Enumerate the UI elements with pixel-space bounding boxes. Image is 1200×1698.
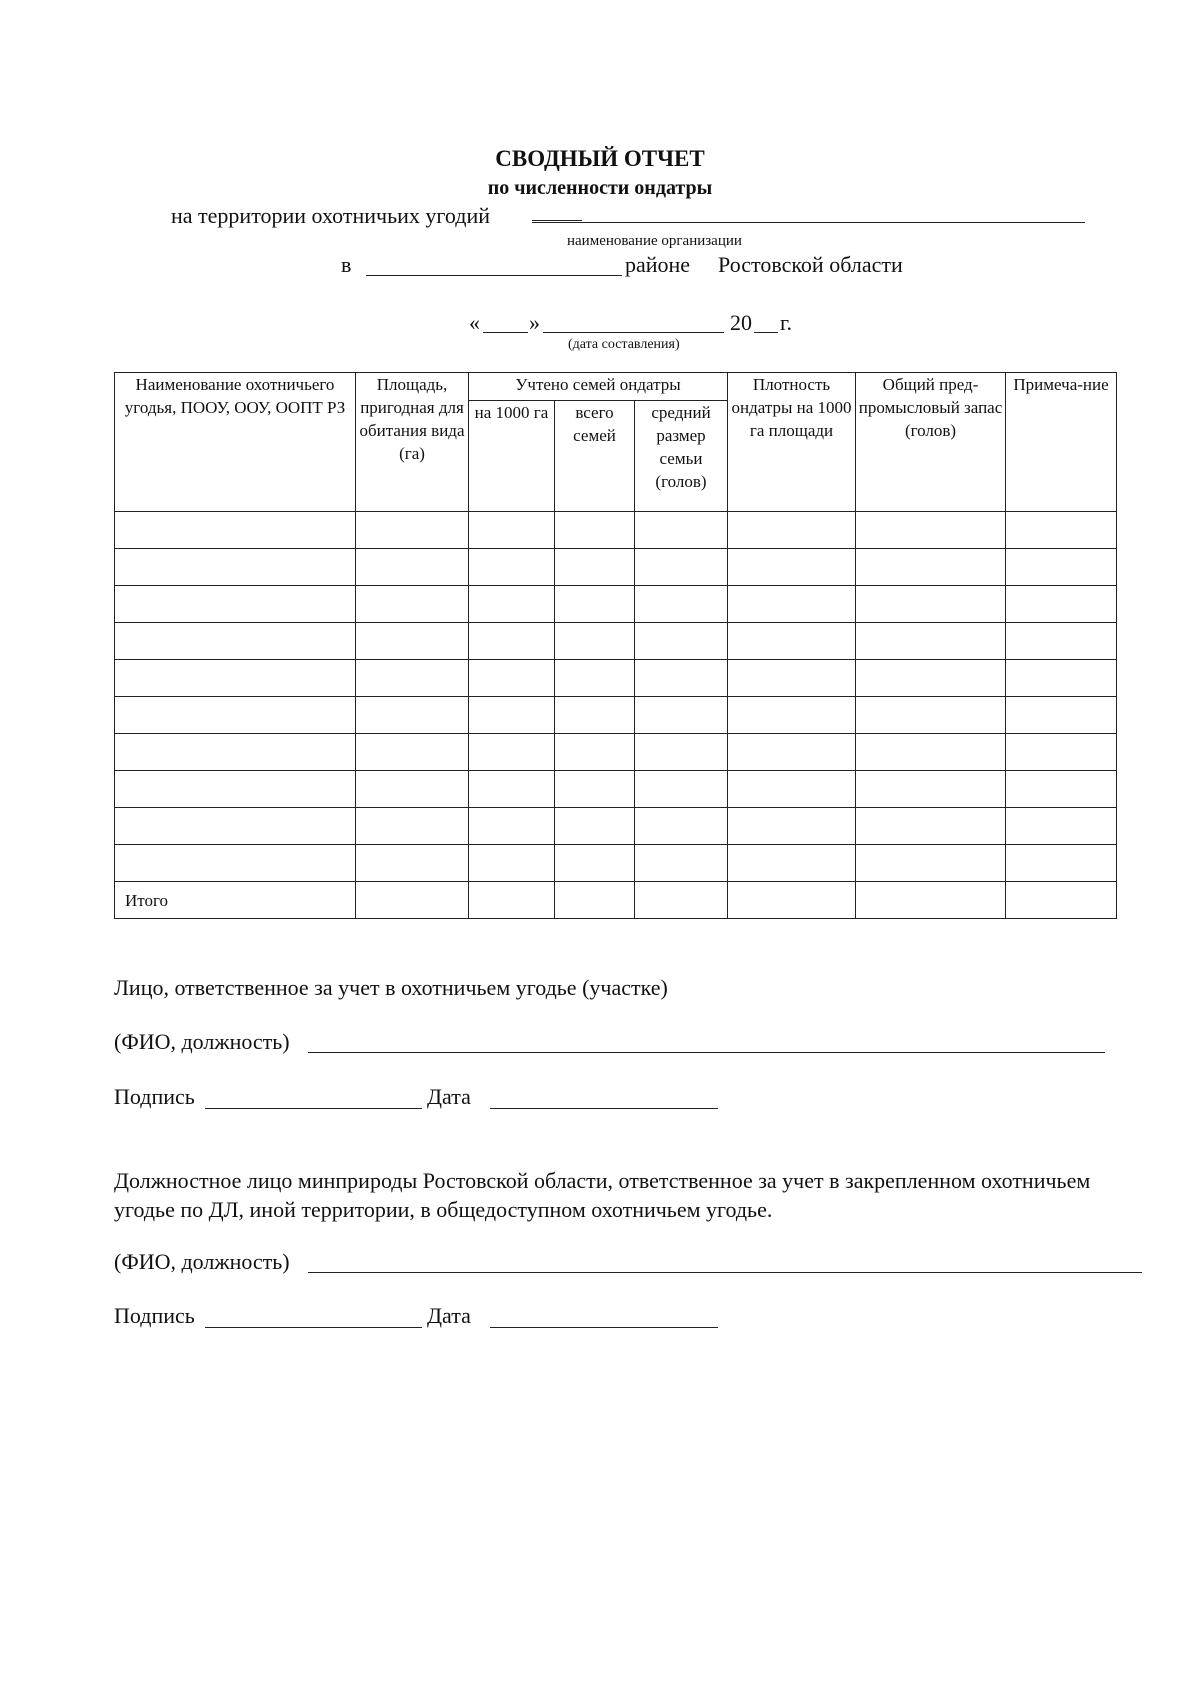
table-cell[interactable] xyxy=(555,549,635,586)
table-cell[interactable] xyxy=(728,660,856,697)
header-area: Площадь, пригодная для обитания вида (га) xyxy=(356,373,469,512)
table-cell[interactable] xyxy=(356,808,469,845)
date-hint: (дата составления) xyxy=(568,337,680,352)
header-per-1000: на 1000 га xyxy=(469,401,555,512)
table-cell[interactable] xyxy=(728,512,856,549)
table-row xyxy=(115,845,1117,882)
report-table xyxy=(114,372,1117,919)
table-cell[interactable] xyxy=(1006,697,1117,734)
total-cell[interactable] xyxy=(1006,882,1117,919)
table-cell[interactable] xyxy=(115,586,356,623)
organization-name-field-thick xyxy=(532,220,582,221)
table-cell[interactable] xyxy=(1006,845,1117,882)
district-prefix: в xyxy=(341,252,352,277)
official-fio-field[interactable] xyxy=(308,1272,1142,1273)
table-cell[interactable] xyxy=(1006,808,1117,845)
table-cell[interactable] xyxy=(555,808,635,845)
table-cell[interactable] xyxy=(856,549,1006,586)
table-cell[interactable] xyxy=(555,623,635,660)
table-cell[interactable] xyxy=(555,660,635,697)
table-cell[interactable] xyxy=(115,697,356,734)
table-cell[interactable] xyxy=(115,549,356,586)
table-cell[interactable] xyxy=(728,845,856,882)
table-cell[interactable] xyxy=(1006,586,1117,623)
responsible-date-field[interactable] xyxy=(490,1108,718,1109)
table-cell[interactable] xyxy=(356,771,469,808)
date-close-quote: » xyxy=(529,310,540,335)
header-families-group: Учтено семей ондатры xyxy=(469,373,728,401)
date-year-field[interactable] xyxy=(754,332,778,333)
table-cell[interactable] xyxy=(728,734,856,771)
table-cell[interactable] xyxy=(728,697,856,734)
responsible-fio-field[interactable] xyxy=(308,1052,1105,1053)
table-cell[interactable] xyxy=(856,697,1006,734)
table-row xyxy=(115,771,1117,808)
table-cell[interactable] xyxy=(856,845,1006,882)
report-title: СВОДНЫЙ ОТЧЕТ xyxy=(495,146,705,171)
date-month-field[interactable] xyxy=(543,332,724,333)
header-note: Примеча-ние xyxy=(1006,373,1117,512)
table-cell[interactable] xyxy=(635,660,728,697)
official-date-field[interactable] xyxy=(490,1327,718,1328)
organization-name-field[interactable] xyxy=(532,222,1085,223)
table-cell[interactable] xyxy=(555,697,635,734)
table-cell[interactable] xyxy=(356,845,469,882)
table-cell[interactable] xyxy=(356,697,469,734)
official-fio-label: (ФИО, должность) xyxy=(114,1249,290,1274)
table-cell[interactable] xyxy=(115,845,356,882)
table-cell[interactable] xyxy=(469,697,555,734)
table-cell[interactable] xyxy=(356,549,469,586)
table-row xyxy=(115,623,1117,660)
table-cell[interactable] xyxy=(115,734,356,771)
table-cell[interactable] xyxy=(469,549,555,586)
table-cell[interactable] xyxy=(635,623,728,660)
region-name: Ростовской области xyxy=(718,252,903,277)
table-cell[interactable] xyxy=(1006,734,1117,771)
table-cell[interactable] xyxy=(356,734,469,771)
header-stock: Общий пред-промысловый запас (голов) xyxy=(856,373,1006,512)
table-row xyxy=(115,808,1117,845)
table-cell[interactable] xyxy=(115,660,356,697)
table-cell[interactable] xyxy=(1006,771,1117,808)
table-cell[interactable] xyxy=(115,623,356,660)
table-cell[interactable] xyxy=(115,808,356,845)
table-cell[interactable] xyxy=(555,512,635,549)
official-description: Должностное лицо минприроды Ростовской области, ответственное за учет в закрепленном охотничьем угодье по ДЛ, иной территории, в общедоступном охотничьем угодье. xyxy=(114,1168,1091,1222)
total-cell[interactable] xyxy=(856,882,1006,919)
table-cell[interactable] xyxy=(356,660,469,697)
table-cell[interactable] xyxy=(1006,549,1117,586)
official-date-label: Дата xyxy=(427,1303,471,1328)
table-cell[interactable] xyxy=(555,845,635,882)
table-row xyxy=(115,660,1117,697)
table-cell[interactable] xyxy=(469,808,555,845)
table-total-row xyxy=(115,882,1117,919)
total-label: Итого xyxy=(115,882,356,919)
header-avg-family: средний размер семьи (голов) xyxy=(635,401,728,512)
table-cell[interactable] xyxy=(469,586,555,623)
table-row xyxy=(115,586,1117,623)
table-cell[interactable] xyxy=(469,623,555,660)
report-subtitle: по численности ондатры xyxy=(487,177,713,199)
table-cell[interactable] xyxy=(469,771,555,808)
official-signature-label: Подпись xyxy=(114,1303,195,1328)
table-cell[interactable] xyxy=(555,734,635,771)
total-cell[interactable] xyxy=(635,882,728,919)
total-cell[interactable] xyxy=(728,882,856,919)
header-name: Наименование охотничьего угодья, ПООУ, ООУ, ООПТ РЗ xyxy=(115,373,356,512)
table-cell[interactable] xyxy=(856,808,1006,845)
date-day-field[interactable] xyxy=(483,332,528,333)
table-cell[interactable] xyxy=(728,808,856,845)
total-cell[interactable] xyxy=(555,882,635,919)
responsible-person-label: Лицо, ответственное за учет в охотничьем угодье (участке) xyxy=(114,975,668,1000)
table-cell[interactable] xyxy=(469,660,555,697)
table-cell[interactable] xyxy=(856,734,1006,771)
district-name-field[interactable] xyxy=(366,275,622,276)
total-cell[interactable] xyxy=(469,882,555,919)
table-cell[interactable] xyxy=(728,586,856,623)
header-density: Плотность ондатры на 1000 га площади xyxy=(728,373,856,512)
date-year-prefix: 20 xyxy=(730,310,752,335)
table-cell[interactable] xyxy=(635,845,728,882)
table-cell[interactable] xyxy=(469,845,555,882)
organization-hint: наименование организации xyxy=(567,233,742,249)
table-cell[interactable] xyxy=(356,586,469,623)
table-cell[interactable] xyxy=(1006,623,1117,660)
table-header-row-1 xyxy=(115,373,1117,401)
date-year-suffix: г. xyxy=(780,310,793,335)
table-cell[interactable] xyxy=(728,771,856,808)
table-cell[interactable] xyxy=(356,512,469,549)
responsible-fio-label: (ФИО, должность) xyxy=(114,1029,290,1054)
responsible-date-label: Дата xyxy=(427,1084,471,1109)
date-open-quote: « xyxy=(469,310,480,335)
table-cell[interactable] xyxy=(635,697,728,734)
responsible-signature-field[interactable] xyxy=(205,1108,422,1109)
table-cell[interactable] xyxy=(635,549,728,586)
table-cell[interactable] xyxy=(635,512,728,549)
table-cell[interactable] xyxy=(356,623,469,660)
table-cell[interactable] xyxy=(635,734,728,771)
table-cell[interactable] xyxy=(1006,512,1117,549)
table-cell[interactable] xyxy=(115,512,356,549)
total-cell[interactable] xyxy=(356,882,469,919)
header-total-families: всего семей xyxy=(555,401,635,512)
table-row xyxy=(115,512,1117,549)
table-cell[interactable] xyxy=(555,771,635,808)
table-cell[interactable] xyxy=(1006,660,1117,697)
table-cell[interactable] xyxy=(635,808,728,845)
table-cell[interactable] xyxy=(728,549,856,586)
table-cell[interactable] xyxy=(856,512,1006,549)
table-cell[interactable] xyxy=(635,586,728,623)
table-cell[interactable] xyxy=(469,512,555,549)
table-cell[interactable] xyxy=(115,771,356,808)
district-suffix: районе xyxy=(625,252,691,277)
table-cell[interactable] xyxy=(856,623,1006,660)
territory-label: на территории охотничьих угодий xyxy=(171,203,490,228)
table-cell[interactable] xyxy=(469,734,555,771)
table-cell[interactable] xyxy=(555,586,635,623)
responsible-signature-label: Подпись xyxy=(114,1084,195,1109)
table-cell[interactable] xyxy=(856,660,1006,697)
table-row xyxy=(115,549,1117,586)
table-cell[interactable] xyxy=(856,586,1006,623)
table-cell[interactable] xyxy=(856,771,1006,808)
table-row xyxy=(115,734,1117,771)
official-signature-field[interactable] xyxy=(205,1327,422,1328)
table-row xyxy=(115,697,1117,734)
table-cell[interactable] xyxy=(728,623,856,660)
table-cell[interactable] xyxy=(635,771,728,808)
